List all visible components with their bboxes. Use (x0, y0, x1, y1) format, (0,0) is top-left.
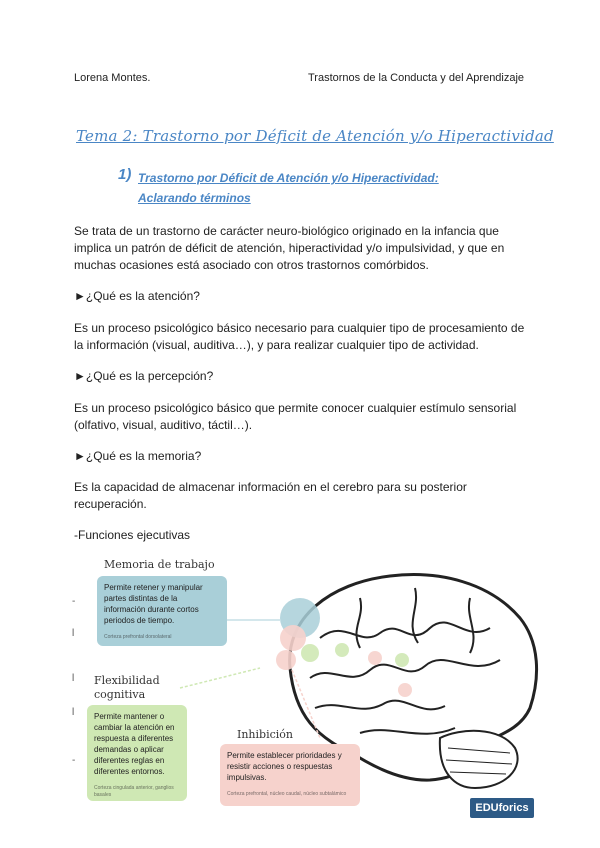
section-number: 1) (118, 166, 132, 183)
svg-text:l: l (72, 673, 75, 684)
working-memory-title: Memoria de trabajo (104, 558, 215, 571)
header-course: Trastornos de la Conducta y del Aprendizaje (308, 72, 525, 84)
flexibility-title: Flexibilidad cognitiva (94, 674, 160, 701)
executive-functions-label: -Funciones ejecutivas (74, 528, 191, 542)
section-title[interactable]: Trastorno por Déficit de Atención y/o Hiperactividad: Aclarando términos (138, 171, 439, 205)
inhibition-box (220, 744, 360, 806)
svg-text:l: l (72, 707, 75, 718)
flexibility-text: Permite mantener o cambiar la atención en respuesta a diferentes demandas o aplicar diferentes reglas en diferentes entornos. (94, 712, 175, 776)
edufor-logo: EDUforics (470, 798, 534, 818)
svg-text:-: - (72, 755, 76, 766)
working-memory-note: Corteza prefrontal dorsolateral (104, 634, 172, 640)
question-attention: ►¿Qué es la atención? (74, 289, 200, 303)
inhibition-title: Inhibición (237, 728, 293, 741)
intro-paragraph: Se trata de un trastorno de carácter neuro-biológico originado en la infancia que implica un patrón de déficit de atención, hiperactividad y/o impulsividad, y que en muchas ocasiones está asociado con otros trastornos comórbidos. (74, 224, 505, 272)
question-perception: ►¿Qué es la percepción? (74, 369, 214, 383)
flexibility-note: Corteza cingulada anterior, ganglios basales (94, 785, 174, 798)
header-author: Lorena Montes. (74, 72, 151, 84)
svg-text:-: - (72, 596, 76, 607)
working-memory-text: Permite retener y manipular partes distintas de la información durante cortos periodos de tiempo. (104, 583, 203, 625)
question-memory: ►¿Qué es la memoria? (74, 449, 202, 463)
page-title: Tema 2: Trastorno por Déficit de Atención y/o Hiperactividad (76, 127, 554, 145)
inhibition-note: Corteza prefrontal, núcleo caudal, núcleo subtalámico (227, 791, 347, 797)
answer-memory: Es la capacidad de almacenar información en el cerebro para su posterior recuperación. (74, 480, 467, 511)
answer-perception: Es un proceso psicológico básico que permite conocer cualquier estímulo sensorial (olfativo, visual, auditivo, táctil…). (74, 401, 517, 432)
inhibition-text: Permite establecer prioridades y resistir acciones o respuestas impulsivas. (227, 751, 342, 782)
answer-attention: Es un proceso psicológico básico necesario para cualquier tipo de procesamiento de la información (visual, auditiva…), y para realizar cualquier tipo de actividad. (74, 321, 525, 352)
flexibility-box (87, 705, 187, 801)
svg-text:l: l (72, 628, 75, 639)
executive-functions-figure (60, 548, 542, 824)
working-memory-box (97, 576, 227, 646)
